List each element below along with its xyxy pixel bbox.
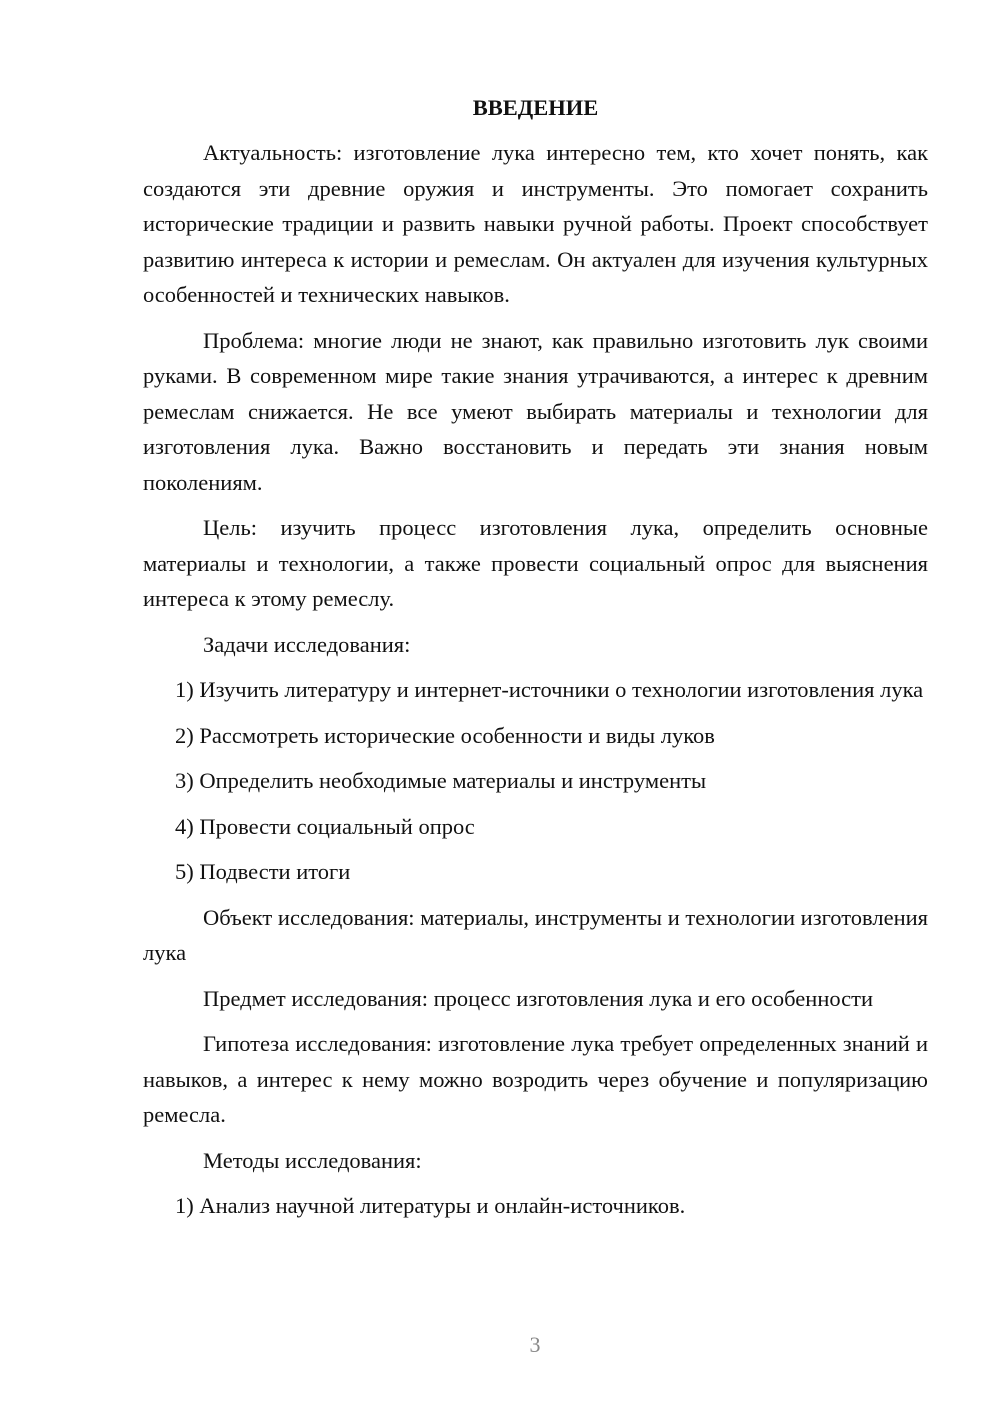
- paragraph-hypothesis: Гипотеза исследования: изготовление лука требует определенных знаний и навыков, а интерес к нему можно возродить через обучение и популяризацию ремесла.: [143, 1031, 928, 1127]
- section-title: ВВЕДЕНИЕ: [472, 95, 599, 120]
- paragraph-problem: Проблема: многие люди не знают, как правильно изготовить лук своими руками. В современном мире такие знания утрачиваются, а интерес к древним ремеслам снижается. Не все умеют выбирать материалы и технологии для изготовления лука. Важно восстановить и передать эти знания новым поколениям.: [143, 327, 928, 495]
- page-number: 3: [529, 1332, 541, 1357]
- paragraph-subject: Предмет исследования: процесс изготовления лука и его особенности: [203, 985, 874, 1011]
- task-item-5: 5) Подвести итоги: [175, 859, 351, 884]
- task-item-1: 1) Изучить литературу и интернет-источники о технологии изготовления лука: [175, 677, 924, 702]
- task-item-2: 2) Рассмотреть исторические особенности и виды луков: [175, 722, 715, 748]
- page-content: [143, 90, 928, 1234]
- paragraph-goal: Цель: изучить процесс изготовления лука, определить основные материалы и технологии, а также провести социальный опрос для выяснения интереса к этому ремеслу.: [143, 515, 928, 611]
- paragraph-methods-heading: Методы исследования:: [203, 1147, 422, 1173]
- paragraph-object: Объект исследования: материалы, инструменты и технологии изготовления лука: [143, 904, 928, 965]
- task-item-3: 3) Определить необходимые материалы и инструменты: [175, 768, 707, 793]
- method-item-1: 1) Анализ научной литературы и онлайн-источников.: [175, 1193, 686, 1218]
- paragraph-tasks-heading: Задачи исследования:: [203, 631, 411, 657]
- task-item-4: 4) Провести социальный опрос: [175, 813, 475, 839]
- paragraph-relevance: Актуальность: изготовление лука интересно тем, кто хочет понять, как создаются эти древние оружия и инструменты. Это помогает сохранить исторические традиции и развить навыки ручной работы. Проект способствует развитию интереса к истории и ремеслам. Он актуален для изучения культурных особенностей и технических навыков.: [143, 140, 928, 307]
